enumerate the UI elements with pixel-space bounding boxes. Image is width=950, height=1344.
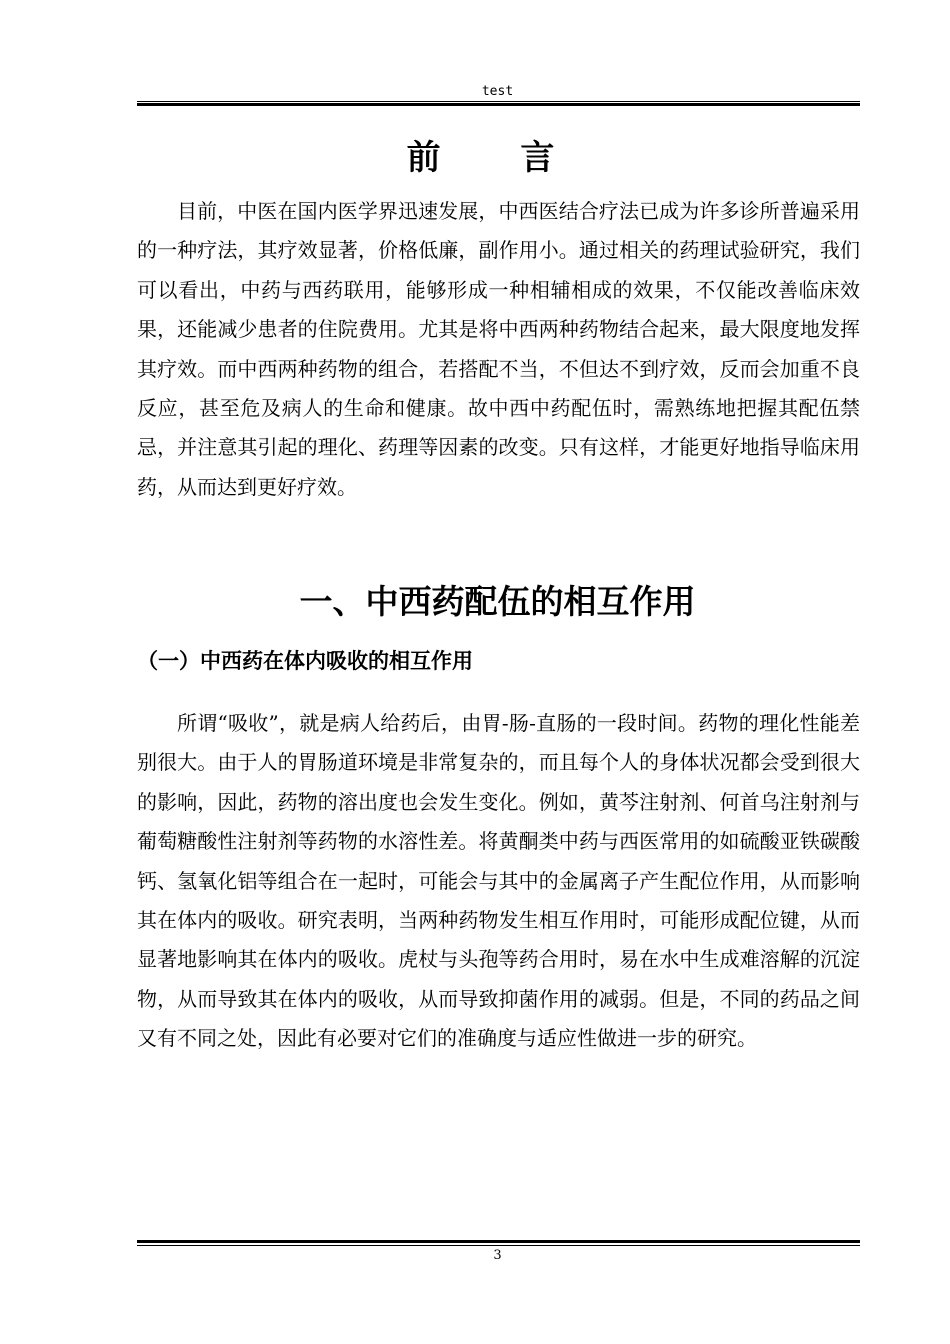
chapter-title: 一、中西药配伍的相互作用 (299, 582, 696, 621)
page-number: 3 (493, 1248, 502, 1263)
preface-title: 前 言 (406, 138, 589, 178)
header-rule-thick (137, 103, 860, 106)
body-paragraph: 所谓“吸收”，就是病人给药后，由胃-肠-直肠的一段时间。药物的理化性能差别很大。由于人的胃肠道环境是非常复杂的，而且每个人的身体状况都会受到很大的影响，因此，药物的溶出度也会发生变化。例如，黄芩注射剂、何首乌注射剂与葡萄糖酸性注射剂等药物的水溶性差。将黄酮类中药与西医常用的如硫酸亚铁碳酸钙、氢氧化铝等组合在一起时，可能会与其中的金属离子产生配位作用，从而影响其在体内的吸收。研究表明，当两种药物发生相互作用时，可能形成配位键，从而显著地影响其在体内的吸收。虎杖与头孢等药合用时，易在水中生成难溶解的沉淀物，从而导致其在体内的吸收，从而导致抑菌作用的减弱。但是，不同的药品之间又有不同之处，因此有必要对它们的准确度与适应性做进一步的研究。 (137, 711, 860, 1051)
page-header: test (481, 84, 514, 99)
section-title: （一）中西药在体内吸收的相互作用 (137, 649, 473, 673)
header-rule-thin (137, 101, 860, 102)
footer-rule-thick (137, 1240, 860, 1243)
footer-rule-thin (137, 1245, 860, 1246)
preface-paragraph: 目前，中医在国内医学界迅速发展，中西医结合疗法已成为许多诊所普遍采用的一种疗法，其疗效显著，价格低廉，副作用小。通过相关的药理试验研究，我们可以看出，中药与西药联用，能够形成一种相辅相成的效果，不仅能改善临床效果，还能减少患者的住院费用。尤其是将中西两种药物结合起来，最大限度地发挥其疗效。而中西两种药物的组合，若搭配不当，不但达不到疗效，反而会加重不良反应，甚至危及病人的生命和健康。故中西中药配伍时，需熟练地把握其配伍禁忌，并注意其引起的理化、药理等因素的改变。只有这样，才能更好地指导临床用药，从而达到更好疗效。 (137, 199, 860, 499)
